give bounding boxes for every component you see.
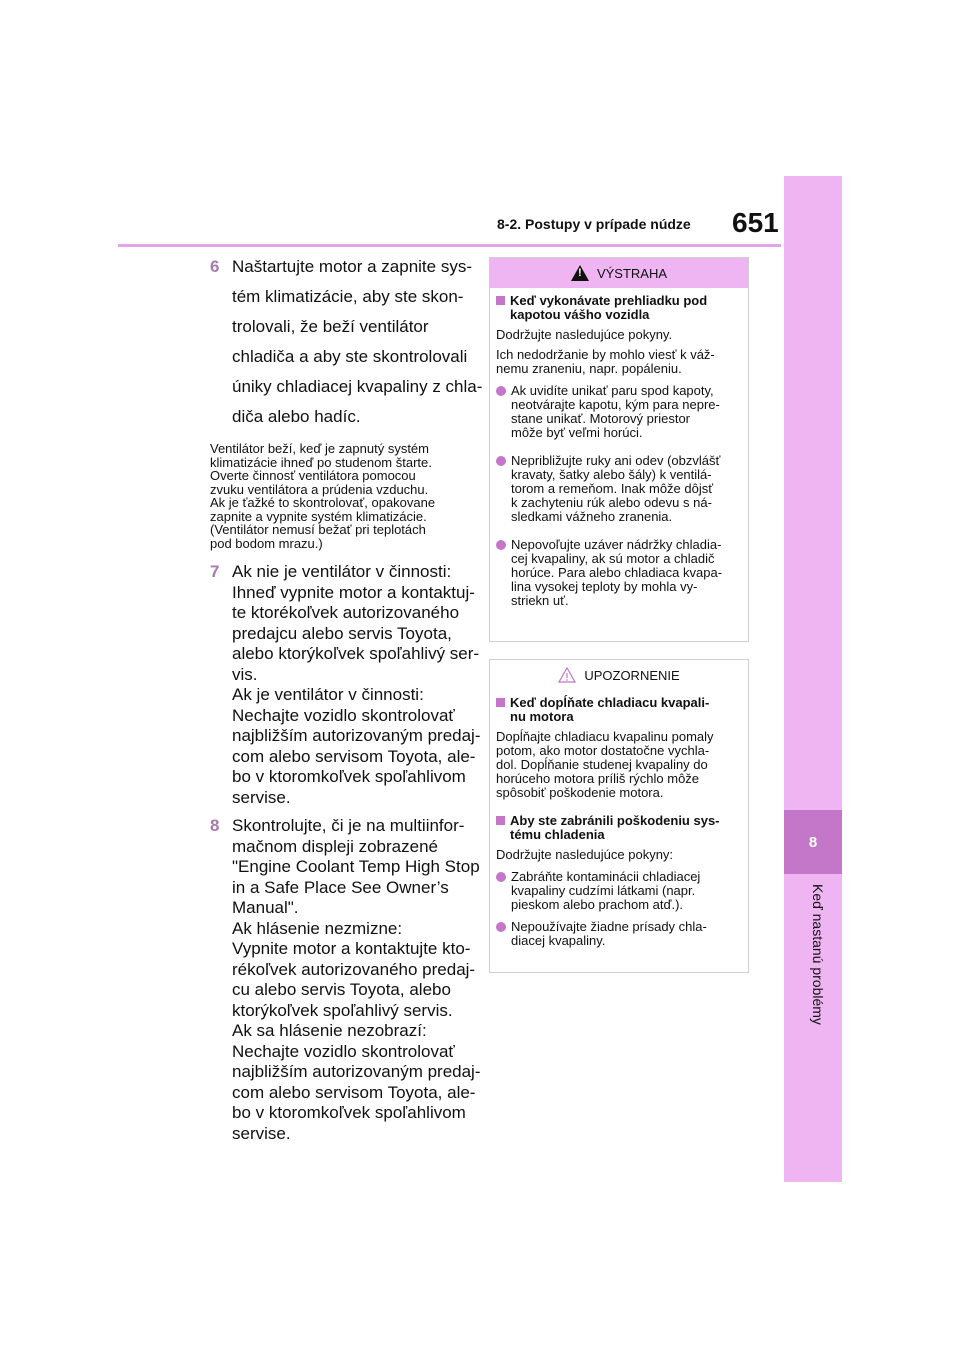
step-number: 8: [210, 816, 220, 835]
text-line: Vypnite motor a kontaktujte kto-: [232, 939, 471, 958]
caution-bullet: [496, 870, 742, 912]
text-line: stane unikať. Motorový priestor: [511, 411, 691, 426]
text-line: Manual".: [232, 898, 299, 917]
step-note: [210, 442, 470, 550]
step-6: [210, 252, 483, 432]
text-line: Keď dopĺňate chladiacu kvapali-: [510, 695, 710, 710]
text-line: Ventilátor beží, keď je zapnutý systém: [210, 441, 429, 456]
caution-header: [490, 660, 748, 690]
section-title: 8-2. Postupy v prípade núdze: [497, 216, 691, 232]
text-line: chladiča a aby ste skontrolovali: [232, 347, 468, 366]
section-title-text: [510, 814, 720, 842]
text-line: Ihneď vypnite motor a kontaktuj-: [232, 582, 475, 602]
text-line: kvapaliny cudzími látkami (napr.: [511, 883, 696, 898]
step-number: 6: [210, 257, 220, 276]
warning-bullet: [496, 384, 742, 440]
header-rule: [118, 244, 781, 247]
text-line: horúce. Para alebo chladiaca kvapa-: [511, 565, 723, 580]
text-line: rékoľvek autorizovaného predaj-: [232, 959, 476, 979]
step-8: [210, 816, 481, 1144]
dot-bullet-icon: [496, 540, 506, 550]
left-column: [210, 252, 483, 1152]
text-line: servise.: [232, 1123, 291, 1143]
caution-section-title: [496, 814, 742, 842]
text-line: dol. Dopĺňanie studenej kvapaliny do: [496, 757, 708, 772]
bullet-text: [511, 384, 720, 440]
text-line: servise.: [232, 787, 291, 807]
text-line: diča alebo hadíc.: [232, 407, 361, 426]
chapter-label: Keď nastanú problémy: [810, 884, 826, 1025]
warning-icon: [571, 265, 589, 281]
text-line: tém klimatizácie, aby ste skon-: [232, 287, 464, 306]
text-line: Nepovoľujte uzáver nádržky chladia-: [511, 537, 722, 552]
step-text: [232, 816, 481, 1144]
warning-intro: Dodržujte nasledujúce pokyny.: [496, 327, 673, 342]
text-line: predajcu alebo servis Toyota,: [232, 623, 452, 643]
text-line: Zabráňte kontaminácii chladiacej: [511, 869, 701, 884]
text-line: com alebo servisom Toyota, ale-: [232, 1082, 476, 1102]
caution-section-title: [496, 696, 742, 724]
text-line: spôsobiť poškodenie motora.: [496, 785, 664, 800]
text-line: vis.: [232, 664, 258, 684]
bullet-text: [511, 454, 720, 524]
text-line: Nechajte vozidlo skontrolovať: [232, 705, 455, 725]
text-line: pod bodom mrazu.): [210, 535, 323, 551]
text-line: Naštartujte motor a zapnite sys-: [232, 257, 472, 276]
warning-box: [489, 257, 749, 642]
text-line: torom a remeňom. Inak môže dôjsť: [511, 481, 714, 496]
text-line: Nepoužívajte žiadne prísady chla-: [511, 919, 707, 934]
text-line: potom, ako motor dostatočne vychla-: [496, 743, 710, 758]
text-line: mačnom displeji zobrazené: [232, 836, 438, 856]
text-line: horúceho motora príliš rýchlo môže: [496, 771, 700, 786]
text-line: bo v ktoromkoľvek spoľahlivom: [232, 1103, 466, 1122]
text-line: ktorýkoľvek spoľahlivý servis.: [232, 1000, 453, 1020]
text-line: com alebo servisom Toyota, ale-: [232, 746, 476, 766]
bullet-text: [511, 538, 722, 608]
text-line: "Engine Coolant Temp High Stop: [232, 857, 480, 876]
section-title-text: [510, 696, 709, 724]
text-line: tému chladenia: [510, 827, 605, 842]
text-line: bo v ktoromkoľvek spoľahlivom: [232, 767, 466, 786]
step-7: [210, 562, 481, 808]
text-line: cej kvapaliny, ak sú motor a chladič: [511, 551, 715, 566]
text-line: Ak je ťažké to skontrolovať, opakovane: [210, 495, 436, 510]
text-line: te ktorékoľvek autorizovaného: [232, 603, 460, 622]
text-line: (Ventilátor nemusí bežať pri teplotách: [210, 522, 426, 537]
dot-bullet-icon: [496, 872, 506, 882]
text-line: Ak je ventilátor v činnosti:: [232, 685, 424, 704]
dot-bullet-icon: [496, 386, 506, 396]
warning-body: [490, 288, 748, 608]
square-bullet-icon: [496, 816, 505, 825]
step-text: [232, 252, 482, 432]
text-line: k zachyteniu rúk alebo odevu s ná-: [511, 495, 712, 510]
warning-title: VÝSTRAHA: [596, 265, 668, 281]
text-line: diacej kvapaliny.: [511, 933, 606, 948]
text-line: kapotou vášho vozidla: [510, 307, 650, 322]
text-line: môže byť veľmi horúci.: [511, 425, 643, 440]
warning-section-title: [496, 294, 742, 322]
text-line: Ak nie je ventilátor v činnosti:: [232, 562, 452, 581]
step-number: 7: [210, 562, 220, 581]
text-line: zapnite a vypnite systém klimatizácie.: [210, 508, 427, 524]
text-line: najbližším autorizovaným predaj-: [232, 726, 481, 745]
caution-icon: [558, 667, 576, 683]
text-line: Ak hlásenie nezmizne:: [232, 918, 403, 938]
caution-box: [489, 659, 749, 973]
text-line: striekn uť.: [511, 593, 569, 608]
text-line: Nepribližujte ruky ani odev (obzvlášť: [511, 453, 721, 468]
text-line: cu alebo servis Toyota, alebo: [232, 980, 451, 999]
text-line: Ak uvidíte unikať paru spod kapoty,: [511, 383, 714, 398]
warning-para: [496, 348, 742, 376]
text-line: neotvárajte kapotu, kým para nepre-: [511, 397, 720, 412]
section-title-text: [510, 294, 707, 322]
chapter-number: 8: [784, 810, 842, 874]
caution-intro: Dodržujte nasledujúce pokyny:: [496, 847, 674, 862]
text-line: klimatizácie ihneď po studenom štarte.: [210, 454, 432, 470]
text-line: trolovali, že beží ventilátor: [232, 317, 429, 336]
dot-bullet-icon: [496, 922, 506, 932]
warning-bullet: [496, 538, 742, 608]
text-line: Ich nedodržanie by mohlo viesť k váž-: [496, 347, 715, 362]
bullet-text: [511, 870, 700, 912]
warning-bullet: [496, 454, 742, 524]
square-bullet-icon: [496, 296, 505, 305]
text-line: Nechajte vozidlo skontrolovať: [232, 1041, 455, 1061]
page-number: 651: [732, 207, 779, 238]
warning-header: [490, 258, 748, 288]
caution-title: UPOZORNENIE: [584, 667, 680, 683]
text-line: kravaty, šatky alebo šály) k ventilá-: [511, 467, 712, 482]
text-line: Keď vykonávate prehliadku pod: [510, 293, 708, 308]
text-line: sledkami vážneho zranenia.: [511, 509, 673, 524]
caution-body: [490, 690, 748, 948]
text-line: nemu zraneniu, napr. popáleniu.: [496, 361, 682, 376]
bullet-text: [511, 920, 707, 948]
text-line: Overte činnosť ventilátora pomocou: [210, 468, 416, 483]
text-line: Aby ste zabránili poškodeniu sys-: [510, 813, 720, 828]
text-line: in a Safe Place See Owner’s: [232, 877, 449, 897]
text-line: zvuku ventilátora a prúdenia vzduchu.: [210, 481, 429, 497]
text-line: pieskom alebo prachom atď.).: [511, 897, 684, 912]
text-line: Dopĺňajte chladiacu kvapalinu pomaly: [496, 729, 714, 744]
dot-bullet-icon: [496, 456, 506, 466]
text-line: nu motora: [510, 709, 574, 724]
caution-bullet: [496, 920, 742, 948]
text-line: Ak sa hlásenie nezobrazí:: [232, 1021, 427, 1040]
text-line: úniky chladiacej kvapaliny z chla-: [232, 377, 483, 396]
text-line: Skontrolujte, či je na multiinfor-: [232, 816, 465, 835]
square-bullet-icon: [496, 698, 505, 707]
step-text: [232, 562, 481, 808]
text-line: najbližším autorizovaným predaj-: [232, 1062, 481, 1081]
caution-para: [496, 730, 742, 800]
text-line: alebo ktorýkoľvek spoľahlivý ser-: [232, 644, 480, 663]
text-line: lina vysokej teploty by mohla vy-: [511, 579, 698, 594]
